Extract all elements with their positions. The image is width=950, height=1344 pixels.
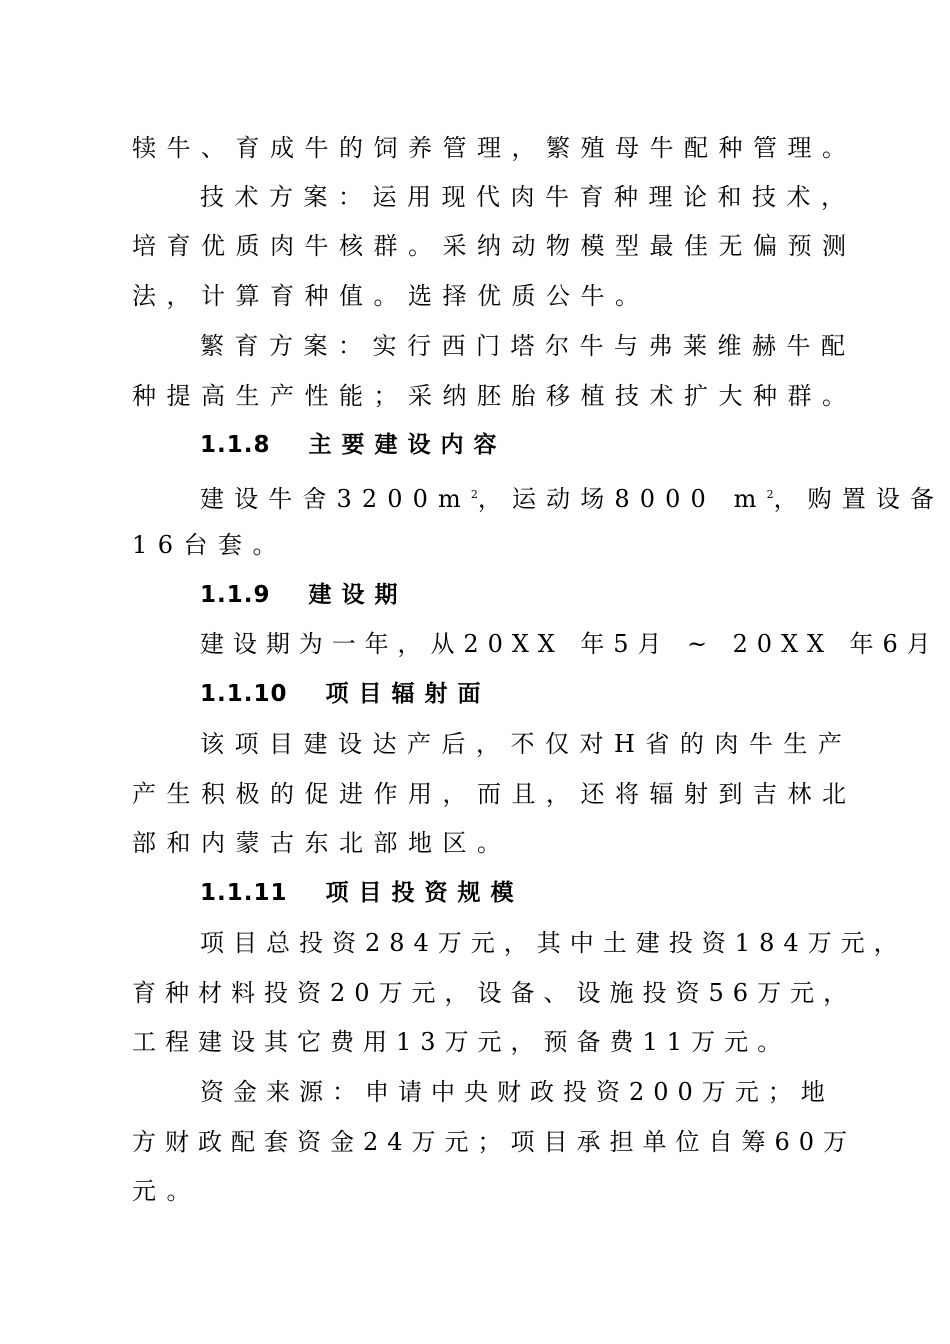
paragraph-line <box>200 479 945 515</box>
section-number: 1.1.9 <box>200 582 271 608</box>
paragraph-line: 产生积极的促进作用，而且，还将辐射到吉林北 <box>132 780 857 808</box>
section-title: 建设期 <box>308 582 408 608</box>
paragraph-line: 方财政配套资金24万元；项目承担单位自筹60万 <box>132 1128 857 1156</box>
section-title: 项目辐射面 <box>325 681 491 707</box>
paragraph-line: 部和内蒙古东北部地区。 <box>132 829 512 857</box>
paragraph-line: 资金来源：申请中央财政投资200万元；地 <box>200 1078 834 1106</box>
section-title: 主要建设内容 <box>308 432 507 458</box>
paragraph-line: 育种材料投资20万元，设备、设施投资56万元， <box>132 979 857 1007</box>
section-number: 1.1.11 <box>200 880 288 906</box>
text-segment: 建设牛舍3200m <box>200 485 471 513</box>
paragraph-line: 培育优质肉牛核群。采纳动物模型最佳无偏预测 <box>132 232 857 260</box>
section-number: 1.1.8 <box>200 432 271 458</box>
paragraph-line: 繁育方案：实行西门塔尔牛与弗莱维赫牛配 <box>200 332 856 360</box>
paragraph-line: 元。 <box>132 1177 201 1205</box>
paragraph-line: 种提高生产性能；采纳胚胎移植技术扩大种群。 <box>132 382 857 410</box>
text-segment: ，购置设备 <box>773 485 945 513</box>
section-title: 项目投资规模 <box>325 880 524 906</box>
section-number: 1.1.10 <box>200 681 288 707</box>
section-heading-1-1-11 <box>200 877 524 909</box>
paragraph-line: 建设期为一年，从20XX 年5月 ~ 20XX 年6月 <box>200 630 940 658</box>
superscript: 2 <box>766 488 774 501</box>
section-heading-1-1-8 <box>200 429 507 461</box>
section-heading-1-1-9 <box>200 579 408 611</box>
paragraph-line: 项目总投资284万元，其中土建投资184万元， <box>200 929 907 957</box>
superscript: 2 <box>470 488 478 501</box>
paragraph-line: 工程建设其它费用13万元，预备费11万元。 <box>132 1028 791 1056</box>
text-segment: ，运动场8000 m <box>477 485 767 513</box>
paragraph-line: 犊牛、育成牛的饲养管理，繁殖母牛配种管理。 <box>132 134 857 162</box>
paragraph-line: 该项目建设达产后，不仅对H省的肉牛生产 <box>200 730 853 758</box>
paragraph-line: 法，计算育种值。选择优质公牛。 <box>132 282 650 310</box>
section-heading-1-1-10 <box>200 678 491 710</box>
paragraph-line: 技术方案：运用现代肉牛育种理论和技术， <box>200 183 856 211</box>
paragraph-line: 16台套。 <box>132 531 288 559</box>
